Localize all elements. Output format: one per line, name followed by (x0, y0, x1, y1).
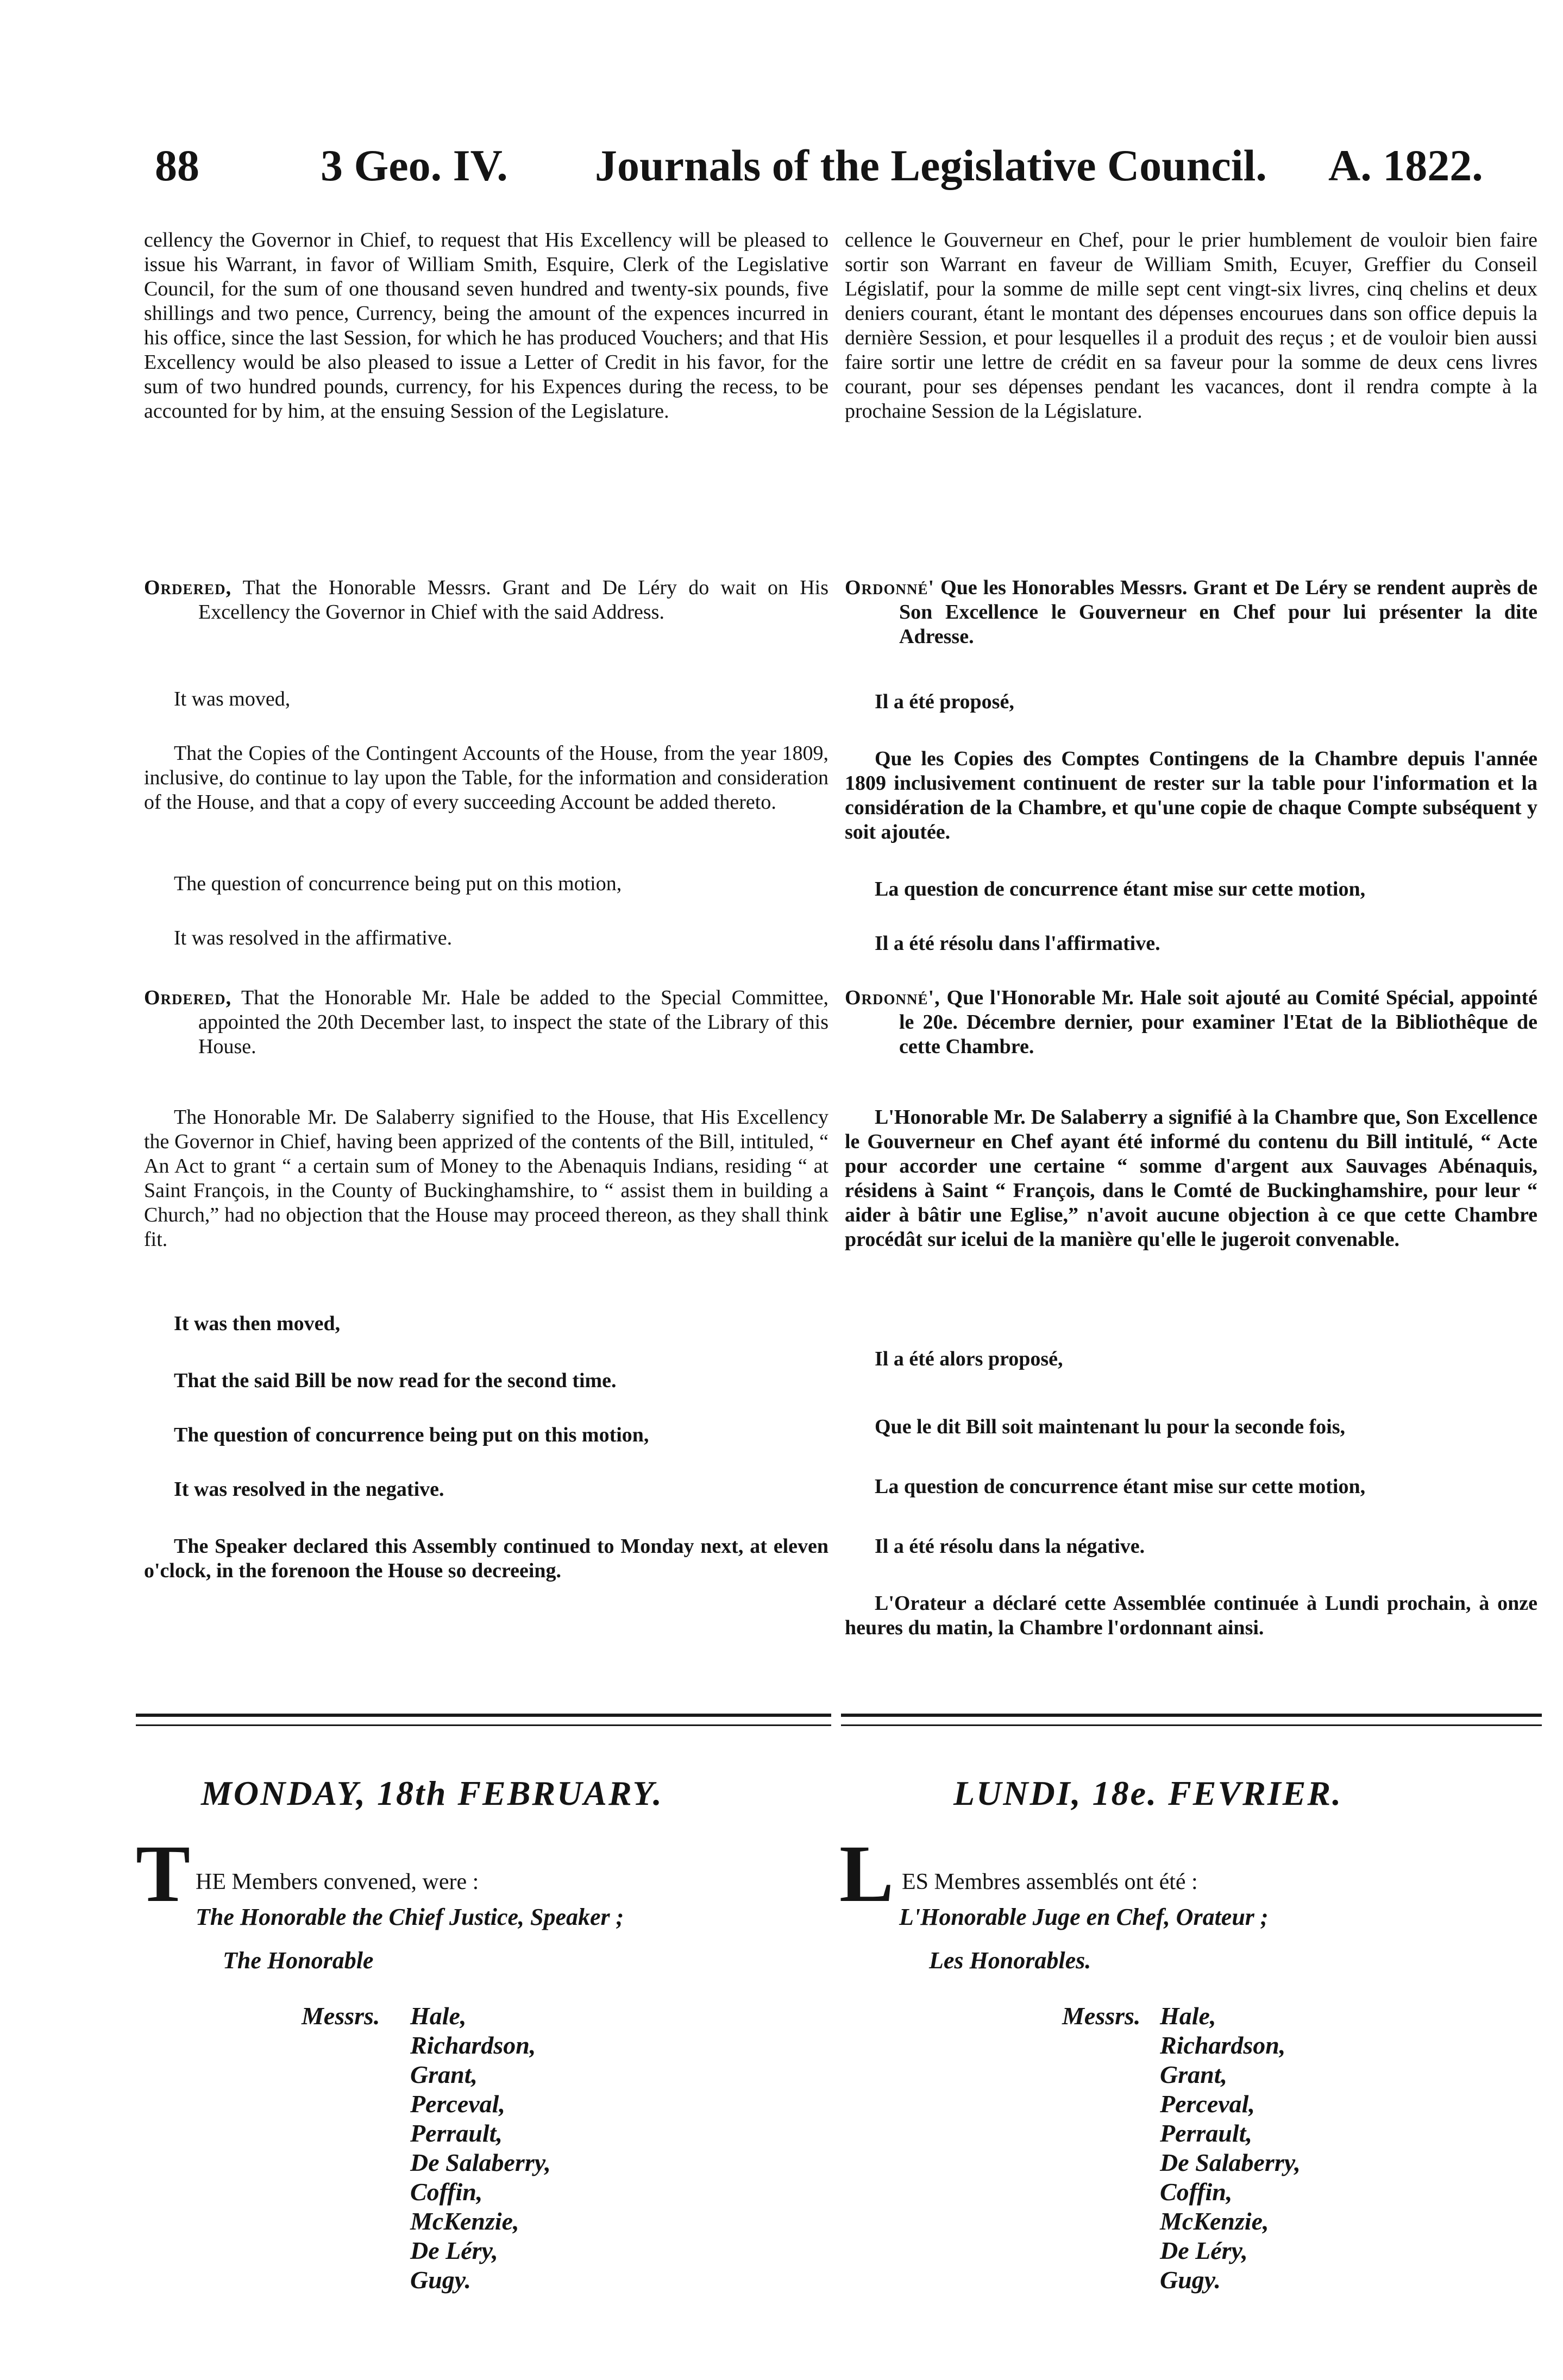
second-reading-motion-fr: Que le dit Bill soit maintenant lu pour la seconde fois, (875, 1415, 1345, 1438)
section-divider-en (136, 1714, 831, 1726)
member-name: Perrault, (410, 2119, 503, 2147)
order-grant-delery-en (144, 576, 828, 625)
resolved-negative-fr: Il a été résolu dans la négative. (875, 1535, 1145, 1558)
members-list-en (410, 2001, 551, 2295)
messrs-label-en: Messrs. (302, 2002, 380, 2030)
member-name: Richardson, (1160, 2031, 1286, 2059)
member-name: Coffin, (1160, 2178, 1233, 2206)
member-name: Gugy. (410, 2266, 472, 2294)
drop-cap-en: T (136, 1829, 191, 1919)
members-assembled-fr: ES Membres assemblés ont été : (902, 1869, 1198, 1894)
address-paragraph-fr: cellence le Gouverneur en Chef, pour le prier humblement de vouloir bien faire sortir son Warrant en faveur de William Smith, Ecuyer, Greffier du Conseil Législatif, pour la somme de mille sept cent vingt-six livres, cinq chelins et deux deniers courant, étant le montant des dépenses encourues dans son office depuis la dernière Session, et pour lesquelles il a produit des reçus ; et de vouloir bien aussi faire sortir une lettre de crédit en sa faveur pour la somme de deux cens livres courant, pour ses dépenses pendant les vacances, dont il rendra compte à la prochaine Session de la Législature. (845, 229, 1537, 423)
sitting-date-heading-fr: LUNDI, 18e. FEVRIER. (953, 1774, 1343, 1812)
members-list-fr (1160, 2001, 1301, 2295)
order-hale-committee-en (144, 986, 828, 1059)
desalaberry-message-en: The Honorable Mr. De Salaberry signified to the House, that His Excellency the Governor in Chief, having been apprized of the contents of the Bill, intituled, “ An Act to grant “ a certain sum of Money to the Abenaquis Indians, residing “ at Saint François, in the County of Buckinghamshire, to “ assist them in building a Church,” had no objection that the House may proceed thereon, as they shall think fit. (144, 1106, 828, 1251)
calendar-year: A. 1822. (1328, 141, 1483, 190)
member-name: De Salaberry, (410, 2149, 551, 2176)
question-line-fr: La question de concurrence étant mise sur cette motion, (875, 878, 1366, 901)
speaker-line-fr (899, 1904, 1269, 1931)
second-reading-motion-en: That the said Bill be now read for the second time. (174, 1369, 617, 1392)
section-divider-fr (841, 1714, 1542, 1726)
speaker-line-text: The Honorable the Chief Justice, Speaker ; (196, 1904, 624, 1930)
member-name: McKenzie, (1160, 2207, 1269, 2235)
member-name: Perceval, (410, 2090, 505, 2118)
running-header (155, 136, 1502, 196)
member-name: Hale, (1160, 2002, 1216, 2030)
member-name: Perceval, (1160, 2090, 1255, 2118)
member-name: Perrault, (1160, 2119, 1252, 2147)
contingent-motion-fr: Que les Copies des Comptes Contingens de la Chambre depuis l'année 1809 inclusivement continuent de rester sur la table pour l'information et la considération de la Chambre, et qu'une copie de chaque Compte subséquent y soit ajoutée. (845, 747, 1537, 843)
moved-line-en: It was moved, (174, 688, 291, 710)
member-name: Grant, (410, 2061, 478, 2088)
resolved-affirmative-fr: Il a été résolu dans l'affirmative. (875, 932, 1160, 955)
member-name: De Léry, (1160, 2237, 1248, 2264)
question-line-2-fr: La question de concurrence étant mise sur cette motion, (875, 1475, 1366, 1498)
order-text: That the Honorable Mr. Hale be added to the Special Committee, appointed the 20th December last, to inspect the state of the Library of this House. (198, 986, 828, 1058)
speaker-line-en (196, 1904, 624, 1931)
sitting-date-heading-en: MONDAY, 18th FEBRUARY. (201, 1774, 663, 1812)
moved-again-en: It was then moved, (174, 1312, 341, 1335)
desalaberry-message-fr: L'Honorable Mr. De Salaberry a signifié à la Chambre que, Son Excellence le Gouverneur en Chef ayant été informé du contenu du Bill intitulé, “ Acte pour accorder une certaine “ somme d'argent aux Sauvages Abénaquis, résidens à Saint “ François, dans le Comté de Buckinghamshire, pour leur “ aider à bâtir une Eglise,” n'avoit aucune objection à ce que cette Chambre procédât sur icelui de la manière qu'elle le jugeroit convenable. (845, 1106, 1537, 1251)
resolved-affirmative-en: It was resolved in the affirmative. (174, 927, 453, 949)
order-hale-committee-fr (845, 986, 1537, 1059)
question-line-2-en: The question of concurrence being put on this motion, (174, 1424, 649, 1446)
member-name: Coffin, (410, 2178, 483, 2206)
order-text: Que les Honorables Messrs. Grant et De Léry se rendent auprès de Son Excellence le Gouverneur en Chef pour lui présenter la dite Adresse. (899, 576, 1538, 648)
moved-line-fr: Il a été proposé, (875, 690, 1014, 713)
messrs-label-fr: Messrs. (1062, 2002, 1141, 2030)
address-paragraph-en: cellency the Governor in Chief, to request that His Excellency will be pleased to issue his Warrant, in favor of William Smith, Esquire, Clerk of the Legislative Council, for the sum of one thousand seven hundred and twenty-six pounds, five shillings and two pence, Currency, being the amount of the expences incurred in his office, since the last Session, for which he has produced Vouchers; and that His Excellency would be also pleased to issue a Letter of Credit in his favor, for the sum of two hundred pounds, currency, for his Expences during the recess, to be accounted for by him, at the ensuing Session of the Legislature. (144, 229, 828, 423)
member-name: Hale, (410, 2002, 467, 2030)
member-name: De Léry, (410, 2237, 498, 2264)
order-text: Que l'Honorable Mr. Hale soit ajouté au Comité Spécial, appointé le 20e. Décembre dernier, pour examiner l'Etat de la Bibliothêque de cette Chambre. (899, 986, 1537, 1058)
order-text: That the Honorable Messrs. Grant and De Léry do wait on His Excellency the Governor in Chief with the said Address. (198, 576, 828, 624)
member-name: McKenzie, (410, 2207, 519, 2235)
member-name: Gugy. (1160, 2266, 1221, 2294)
speaker-line-text: L'Honorable Juge en Chef, Orateur ; (899, 1904, 1269, 1930)
regnal-year: 3 Geo. IV. (321, 141, 508, 190)
ordered-label: Ordered, (144, 576, 232, 599)
drop-cap-fr: L (839, 1829, 894, 1919)
member-name: Richardson, (410, 2031, 536, 2059)
member-name: Grant, (1160, 2061, 1227, 2088)
members-convened-en: HE Members convened, were : (196, 1869, 479, 1894)
adjournment-fr: L'Orateur a déclaré cette Assemblée continuée à Lundi prochain, à onze heures du matin, la Chambre l'ordonnant ainsi. (845, 1592, 1537, 1639)
page-number: 88 (155, 141, 199, 190)
resolved-negative-en: It was resolved in the negative. (174, 1478, 444, 1501)
adjournment-en: The Speaker declared this Assembly continued to Monday next, at eleven o'clock, in the forenoon the House so decreeing. (144, 1535, 828, 1582)
journal-title: Journals of the Legislative Council. (595, 141, 1267, 190)
ordered-label: Ordonné' (845, 576, 935, 599)
member-name: De Salaberry, (1160, 2149, 1301, 2176)
ordered-label: Ordered, (144, 986, 232, 1009)
moved-again-fr: Il a été alors proposé, (875, 1348, 1063, 1370)
contingent-motion-en: That the Copies of the Contingent Accounts of the House, from the year 1809, inclusive, do continue to lay upon the Table, for the information and consideration of the House, and that a copy of every succeeding Account be added thereto. (144, 742, 828, 814)
question-line-en: The question of concurrence being put on this motion, (174, 872, 622, 895)
order-grant-delery-fr (845, 576, 1537, 649)
ordered-label: Ordonné', (845, 986, 940, 1009)
honorable-label-en: The Honorable (223, 1947, 374, 1974)
honorable-label-fr: Les Honorables. (929, 1947, 1091, 1974)
